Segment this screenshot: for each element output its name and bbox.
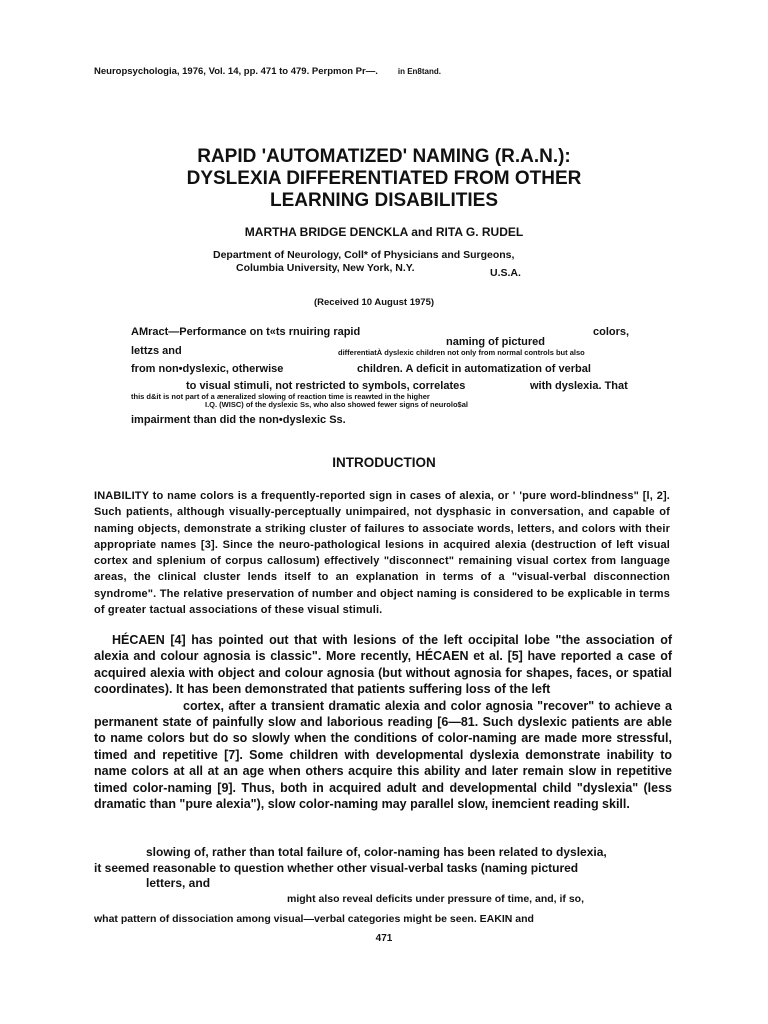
abstract-fragment: with dyslexia. That — [530, 380, 628, 392]
abstract-fragment: impairment than did the non•dyslexic Ss. — [131, 414, 346, 426]
abstract-fragment: differentiatÀ dyslexic children not only from normal controls but also — [338, 348, 585, 357]
title-line-3: LEARNING DISABILITIES — [269, 190, 498, 211]
citation-text: Neuropsychologia, 1976, Vol. 14, pp. 471 to 479. Perpmon Pr—. — [94, 66, 378, 77]
abstract-fragment: AMract—Performance on t«ts rnuiring rapid — [131, 326, 361, 338]
paragraph-2-part-2: cortex, after a transient dramatic alexia and color agnosia "recover" to achieve a permanent state of painfully slow and laborious reading [6—81. Such dyslexic patients are able to name colors but do so slowly when the conditions of color-naming are made more stressful, timed and repetitive [7]. Some children with developmental dyslexia demonstrate inability to name colors at all at an age when others acquire this ability and later remain slow in repetitive timed color-naming [9]. Thus, both in acquired adult and developmental child "dyslexia" (less dramatic than "pure alexia"), slow color-naming may parallel slow, inemcient reading skill. — [94, 698, 672, 812]
abstract-fragment: naming of pictured — [446, 336, 545, 348]
abstract-fragment: I.Q. (WISC) of the dyslexic Ss, who also showed fewer signs of neurolo$al — [205, 400, 468, 409]
affiliation-line-1: Department of Neurology, Coll* of Physicians and Surgeons, — [213, 249, 515, 261]
journal-citation — [94, 66, 441, 77]
paragraph-3-line-5: what pattern of dissociation among visual—verbal categories might be seen. EAKIN and — [94, 913, 534, 925]
abstract-fragment: from non•dyslexic, otherwise — [131, 363, 284, 375]
article-title — [0, 146, 768, 212]
body-paragraph-2 — [94, 632, 672, 812]
paragraph-3-line-3: letters, and — [146, 876, 211, 890]
title-line-1: RAPID 'AUTOMATIZED' NAMING (R.A.N.): — [197, 146, 571, 167]
received-date: (Received 10 August 1975) — [314, 297, 435, 308]
abstract-fragment: colors, — [593, 326, 630, 338]
abstract-fragment: this d&it is not part of a æneralized slowing of reaction time is reawted in the higher — [131, 392, 430, 401]
abstract-fragment: lettzs and — [131, 345, 182, 357]
affiliation-line-2: Columbia University, New York, N.Y. — [236, 262, 415, 274]
page-number: 471 — [375, 933, 393, 944]
paragraph-3-line-2: it seemed reasonable to question whether other visual-verbal tasks (naming pictured — [94, 861, 579, 875]
publisher-location: in En8tand. — [397, 67, 441, 76]
author-list: MARTHA BRIDGE DENCKLA and RITA G. RUDEL — [244, 225, 524, 239]
paragraph-3-line-4: might also reveal deficits under pressure of time, and, if so, — [287, 893, 584, 905]
section-heading: INTRODUCTION — [332, 455, 436, 470]
paragraph-2-part-1: HÉCAEN [4] has pointed out that with lesions of the left occipital lobe "the association of alexia and colour agnosia is classic". More recently, HÉCAEN et al. [5] have reported a case of acquired alexia with object and colour agnosia (but without agnosia for shapes, faces, or spatial coordinates). It has been demonstrated that patients suffering loss of the left — [94, 633, 672, 697]
title-line-2: DYSLEXIA DIFFERENTIATED FROM OTHER — [186, 168, 582, 189]
paragraph-3-line-1: slowing of, rather than total failure of, color-naming has been related to dyslexia, — [146, 845, 607, 859]
abstract-fragment: to visual stimuli, not restricted to symbols, correlates — [186, 380, 466, 392]
abstract-fragment: children. A deficit in automatization of verbal — [357, 363, 591, 375]
affiliation-country: U.S.A. — [490, 267, 521, 279]
body-paragraph-1: INABILITY to name colors is a frequently-reported sign in cases of alexia, or ' 'pure word-blindness" [l, 2]. Such patients, although visually-perceptually unimpaired, not dysphasic in conversation, and capable of naming objects, demonstrate a striking cluster of failures to associate words, letters, and colors with their appropriate names [3]. Since the neuro-pathological lesions in acquired alexia (destruction of left visual cortex and splenium of corpus callosum) effectively "disconnect" remaining visual cortex from language areas, the clinical cluster lends itself to an explanation in terms of a "visual-verbal disconnection syndrome". The relative preservation of number and object naming is considered to be explicable in terms of greater tactual associations of these visual stimuli. — [94, 490, 670, 617]
